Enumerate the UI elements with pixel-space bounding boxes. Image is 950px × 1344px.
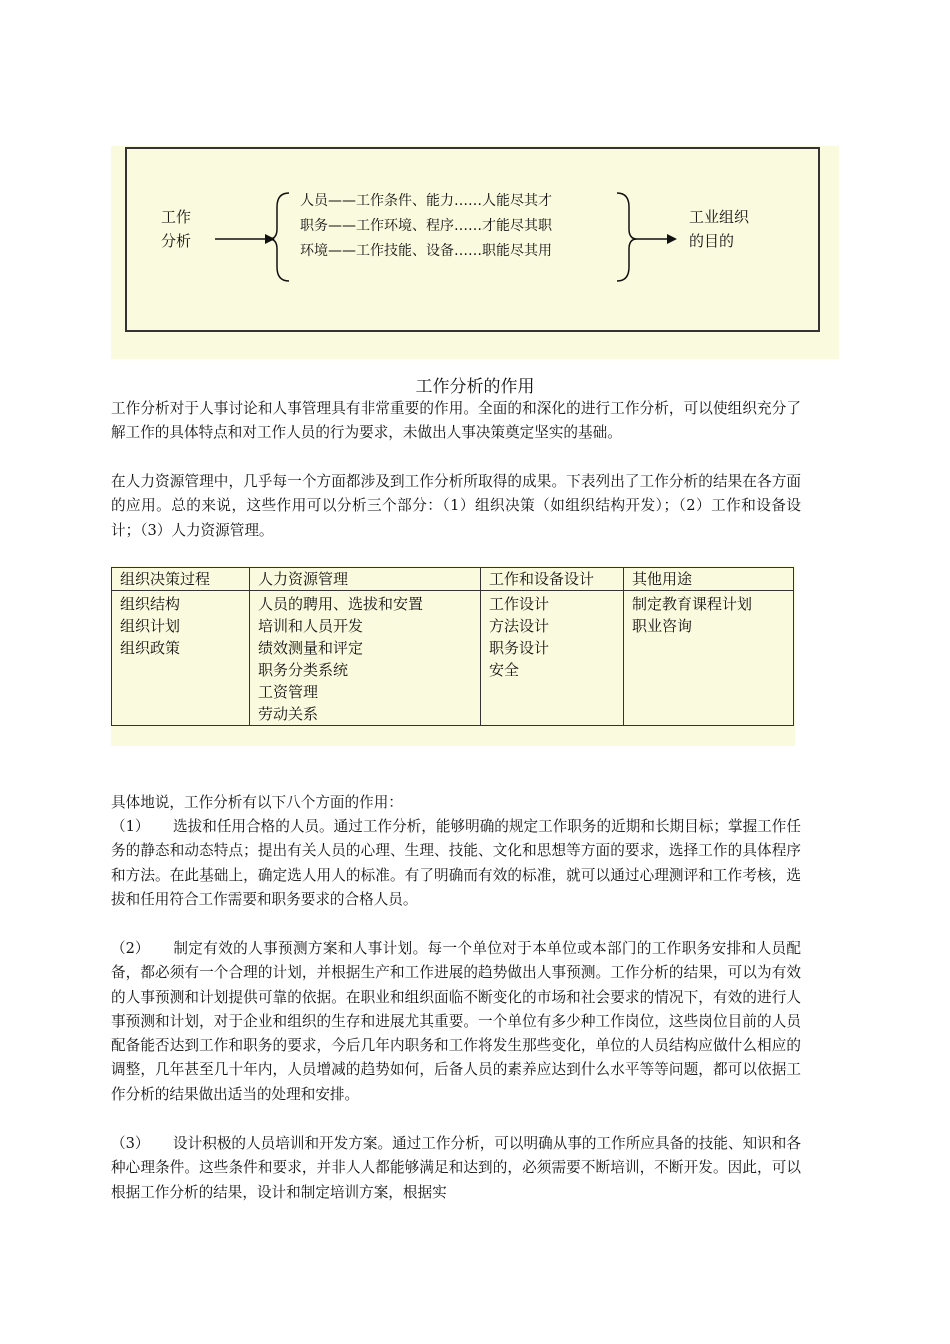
section-title: 工作分析的作用	[415, 377, 535, 397]
cell-item: 工作设计	[489, 595, 550, 613]
item-number: （1）	[111, 818, 150, 835]
eight-roles-intro: 具体地说，工作分析有以下八个方面的作用：	[111, 794, 403, 811]
table-cell	[112, 591, 250, 726]
table-cell	[250, 591, 481, 726]
intro-paragraph: 工作分析对于人事讨论和人事管理具有非常重要的作用。全面的和深化的进行工作分析，可以使组织充分了解工作的具体特点和对工作人员的行为要求，未做出人事决策奠定坚实的基础。	[111, 400, 801, 442]
table-header-row	[112, 568, 794, 591]
left-label-line: 工作	[161, 208, 192, 226]
cell-item: 绩效测量和评定	[258, 639, 364, 657]
table-header: 人力资源管理	[250, 568, 481, 591]
cell-item: 组织结构	[120, 595, 181, 613]
role-item-1	[111, 815, 801, 912]
job-analysis-diagram	[125, 147, 820, 332]
diagram-line: 职务——工作环境、程序……才能尽其职	[300, 218, 552, 234]
right-label-line: 工业组织	[689, 208, 750, 226]
cell-item: 劳动关系	[258, 705, 319, 723]
table-cell	[624, 591, 794, 726]
diagram-line: 人员——工作条件、能力……人能尽其才	[300, 193, 552, 209]
item-number: （3）	[111, 1135, 150, 1152]
table-cell	[481, 591, 624, 726]
item-number: （2）	[111, 940, 150, 957]
cell-item: 职务分类系统	[258, 661, 349, 679]
cell-item: 制定教育课程计划	[632, 595, 753, 613]
left-label-line: 分析	[161, 232, 192, 250]
cell-item: 组织政策	[120, 639, 181, 657]
table-header: 其他用途	[624, 568, 794, 591]
cell-item: 方法设计	[489, 617, 550, 635]
role-item-2	[111, 937, 801, 1107]
diagram-left-label	[161, 205, 191, 253]
diagram-middle-lines	[300, 189, 552, 264]
cell-item: 职务设计	[489, 639, 550, 657]
table-row	[112, 591, 794, 726]
cell-item: 培训和人员开发	[258, 617, 364, 635]
table-header: 工作和设备设计	[481, 568, 624, 591]
role-item-3	[111, 1132, 801, 1205]
table-header: 组织决策过程	[112, 568, 250, 591]
diagram-line: 环境——工作技能、设备……职能尽其用	[300, 243, 552, 259]
cell-item: 工资管理	[258, 683, 319, 701]
cell-item: 组织计划	[120, 617, 181, 635]
item-text: 制定有效的人事预测方案和人事计划。每一个单位对于本单位或本部门的工作职务安排和人员配备，都必须有一个合理的计划，并根据生产和工作进展的趋势做出人事预测。工作分析的结果，可以为有效的人事预测和计划提供可靠的依据。在职业和组织面临不断变化的市场和社会要求的情况下，有效的进行人事预测和计划，对于企业和组织的生存和进展尤其重要。一个单位有多少种工作岗位，这些岗位目前的人员配备能否达到工作和职务的要求，今后几年内职务和工作将发生那些变化，单位的人员结构应做什么相应的调整，几年甚至几十年内，人员增减的趋势如何，后备人员的素养应达到什么水平等等问题，都可以依据工作分析的结果做出适当的处理和安排。	[111, 940, 801, 1103]
right-label-line: 的目的	[689, 232, 735, 250]
uses-table	[111, 567, 794, 726]
item-text: 选拔和任用合格的人员。通过工作分析，能够明确的规定工作职务的近期和长期目标；掌握工作任务的静态和动态特点；提出有关人员的心理、生理、技能、文化和思想等方面的要求，选择工作的具体程序和方法。在此基础上，确定选人用人的标准。有了明确而有效的标准，就可以通过心理测评和工作考核，选拔和任用符合工作需要和职务要求的合格人员。	[111, 818, 801, 908]
cell-item: 职业咨询	[632, 617, 693, 635]
hr-paragraph: 在人力资源管理中，几乎每一个方面都涉及到工作分析所取得的成果。下表列出了工作分析的结果在各方面的应用。总的来说，这些作用可以分析三个部分：（1）组织决策（如组织结构开发）；（2）工作和设备设计；（3）人力资源管理。	[111, 473, 801, 539]
item-text: 设计积极的人员培训和开发方案。通过工作分析，可以明确从事的工作所应具备的技能、知识和各种心理条件。这些条件和要求，并非人人都能够满足和达到的，必须需要不断培训，不断开发。因此，可以根据工作分析的结果，设计和制定培训方案，根据实	[111, 1135, 801, 1201]
cell-item: 安全	[489, 661, 520, 679]
cell-item: 人员的聘用、选拔和安置	[258, 595, 424, 613]
diagram-right-label	[689, 205, 749, 253]
